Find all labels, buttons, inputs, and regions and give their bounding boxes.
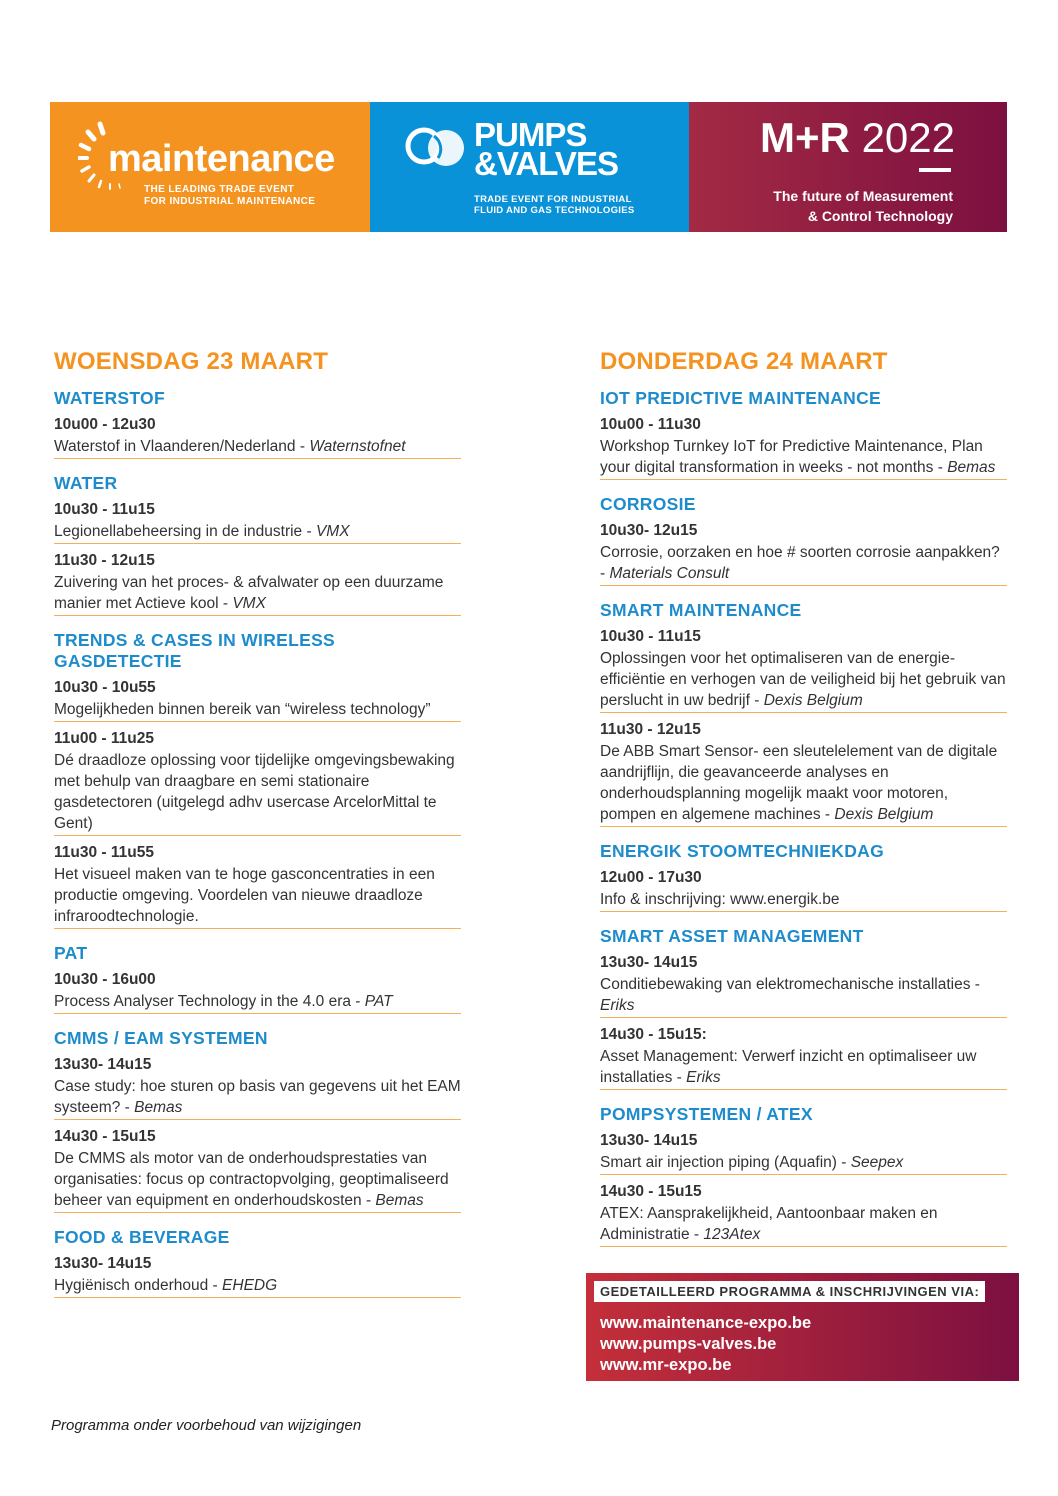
disclaimer-text: Programma onder voorbehoud van wijzigingen [51,1417,362,1434]
program-category [54,473,461,616]
session-description [600,889,1007,910]
pumps-tagline-line1: TRADE EVENT FOR INDUSTRIAL [474,194,632,205]
session-item [54,1253,461,1298]
mr-logo-panel [689,102,1007,232]
session-text: Zuivering van het proces- & afvalwater op een duurzame manier met Actieve kool - [54,574,444,612]
session-description [54,750,461,834]
session-text: Hygiënisch onderhoud - [54,1277,223,1294]
program-category [600,388,1007,480]
session-text: Dé draadloze oplossing voor tijdelijke omgevingsbewaking met behulp van draagbare en semi stationaire gasdetectoren (uitgelegd adhv usercase ArcelorMittal te Gent) [54,752,455,832]
maintenance-logo-text: maintenance [108,138,335,180]
category-title: ENERGIK STOOMTECHNIEKDAG [600,841,884,861]
day-heading: DONDERDAG 24 MAART [600,348,888,375]
program-category [54,1028,461,1213]
session-organizer: Bemas [947,459,996,476]
session-item [600,1130,1007,1175]
session-text: De ABB Smart Sensor- een sleutelelement van de digitale aandrijflijn, die geavanceerde analyses en onderhoudsplanning mogelijk maakt voor motoren, pompen en algemene machines - [600,743,998,823]
program-category [54,388,461,459]
session-organizer: Bemas [134,1099,183,1116]
session-text: De CMMS als motor van de onderhoudsprestaties van organisaties: focus op contractopvolging, geoptimaliseerd beheer van equipment en onderhoudskosten - [54,1150,449,1209]
session-item [600,1181,1007,1247]
session-time: 10u30 - 11u15 [600,628,701,645]
maintenance-tagline-line1: THE LEADING TRADE EVENT [144,184,295,195]
day-heading: WOENSDAG 23 MAART [54,348,329,375]
category-title: CMMS / EAM SYSTEMEN [54,1028,268,1048]
session-time: 10u00 - 11u30 [600,416,701,433]
mr-tagline [773,186,953,226]
session-text: Legionellabeheersing in de industrie - [54,523,316,540]
session-organizer: VMX [315,523,350,540]
session-time: 10u30 - 10u55 [54,679,156,696]
session-item [54,969,461,1014]
link-pumps-valves[interactable]: www.pumps-valves.be [600,1335,777,1353]
session-description [54,1275,461,1296]
session-organizer: Seepex [850,1154,904,1171]
category-list [54,388,461,1298]
category-title: WATERSTOF [54,388,165,408]
program-category [600,926,1007,1090]
session-time: 11u30 - 11u55 [54,844,154,861]
session-item [54,1054,461,1120]
session-time: 14u30 - 15u15 [54,1128,156,1145]
session-description [600,436,1007,478]
session-description [600,1152,1007,1173]
category-title: PAT [54,943,88,963]
session-organizer: PAT [364,993,393,1010]
session-item [600,520,1007,586]
session-item [600,626,1007,713]
session-organizer: Dexis Belgium [763,692,863,709]
session-item [600,1024,1007,1090]
program-category [54,943,461,1014]
session-description [54,572,461,614]
pumps-title-line1: PUMPS [474,116,587,153]
category-title: IOT PREDICTIVE MAINTENANCE [600,388,882,408]
session-time: 10u00 - 12u30 [54,416,156,433]
category-title: SMART ASSET MANAGEMENT [600,926,864,946]
session-text: Case study: hoe sturen op basis van gegevens uit het EAM systeem? - [54,1078,461,1116]
category-title: WATER [54,473,118,493]
session-time: 14u30 - 15u15 [600,1183,702,1200]
program-category [600,494,1007,586]
program-category [600,1104,1007,1247]
session-item [600,952,1007,1018]
overlapping-circles-icon [404,122,470,170]
header-banner [50,102,1007,232]
maintenance-logo-panel [50,102,370,232]
pumps-title-line2: &VALVES [474,145,618,182]
maintenance-tagline-line2: FOR INDUSTRIAL MAINTENANCE [144,196,316,207]
session-description [54,1148,461,1211]
wednesday-column [54,348,461,1312]
session-organizer: Materials Consult [609,565,730,582]
session-text: Asset Management: Verwerf inzicht en optimaliseer uw installaties - [600,1048,977,1086]
session-text: Conditiebewaking van elektromechanische installaties - [600,976,980,993]
maintenance-tagline [144,184,315,208]
category-title: FOOD & BEVERAGE [54,1227,230,1247]
session-time: 13u30- 14u15 [54,1056,152,1073]
session-time: 10u30 - 16u00 [54,971,156,988]
session-item [54,728,461,836]
session-time: 13u30- 14u15 [600,954,698,971]
session-description [54,699,461,720]
mr-year: 2022 [861,114,955,161]
session-organizer: EHEDG [222,1277,278,1294]
session-organizer: Eriks [600,997,635,1014]
session-description [600,1203,1007,1245]
session-item [54,550,461,616]
session-text: Process Analyser Technology in the 4.0 era - [54,993,365,1010]
category-title: POMPSYSTEMEN / ATEX [600,1104,813,1124]
thursday-column [600,348,1007,1261]
session-description [54,521,461,542]
link-maintenance-expo[interactable]: www.maintenance-expo.be [600,1314,812,1332]
mr-divider [919,168,951,172]
session-time: 10u30- 12u15 [600,522,698,539]
session-description [600,542,1007,584]
session-time: 14u30 - 15u15: [600,1026,707,1043]
category-list [600,388,1007,1247]
category-title: CORROSIE [600,494,696,514]
session-text: Het visueel maken van te hoge gasconcentraties in een productie omgeving. Voordelen van nieuwe draadloze infraroodtechnologie. [54,866,435,925]
session-text: ATEX: Aansprakelijkheid, Aantoonbaar maken en Administratie - [600,1205,938,1243]
mr-logo-title [760,114,955,162]
session-description [600,741,1007,825]
session-organizer: 123Atex [703,1226,761,1243]
registration-box [586,1273,1019,1381]
session-description [600,974,1007,1016]
session-organizer: Waternstofnet [309,438,406,455]
session-time: 11u30 - 12u15 [600,721,701,738]
session-item [54,414,461,459]
session-description [54,436,461,457]
session-item [54,1126,461,1213]
session-item [54,842,461,929]
program-category [54,1227,461,1298]
program-category [600,841,1007,912]
session-text: Smart air injection piping (Aquafin) - [600,1154,851,1171]
mr-brand: M+R [760,114,850,161]
session-item [54,677,461,722]
session-text: Info & inschrijving: www.energik.be [600,891,840,908]
session-organizer: Eriks [686,1069,721,1086]
program-category [600,600,1007,827]
pumps-valves-tagline [474,194,635,216]
pumps-tagline-line2: FLUID AND GAS TECHNOLOGIES [474,205,635,216]
category-title: SMART MAINTENANCE [600,600,802,620]
session-text: Workshop Turnkey IoT for Predictive Maintenance, Plan your digital transformation in weeks - not months - [600,438,983,476]
session-time: 11u30 - 12u15 [54,552,155,569]
session-item [600,719,1007,827]
session-time: 13u30- 14u15 [600,1132,698,1149]
session-description [54,864,461,927]
session-description [54,1076,461,1118]
session-text: Mogelijkheden binnen bereik van “wireless technology” [54,701,431,718]
pumps-valves-logo-panel [370,102,689,232]
session-time: 12u00 - 17u30 [600,869,702,886]
category-title: TRENDS & CASES IN WIRELESS GASDETECTIE [54,630,336,671]
pumps-valves-title [474,116,618,182]
session-text: Corrosie, oorzaken en hoe # soorten corrosie aanpakken? - [600,544,1000,582]
session-time: 10u30 - 11u15 [54,501,155,518]
session-item [600,867,1007,912]
session-text: Waterstof in Vlaanderen/Nederland - [54,438,310,455]
session-text: Oplossingen voor het optimaliseren van de energie-efficiëntie en verhogen van de veiligheid bij het gebruik van perslucht in uw bedrijf - [600,650,1006,709]
session-organizer: Bemas [375,1192,424,1209]
session-item [600,414,1007,480]
session-time: 11u00 - 11u25 [54,730,154,747]
program-category [54,630,461,929]
session-time: 13u30- 14u15 [54,1255,152,1272]
registration-links [600,1313,811,1376]
registration-label: GEDETAILLEERD PROGRAMMA & INSCHRIJVINGEN VIA: [594,1281,985,1302]
link-mr-expo[interactable]: www.mr-expo.be [600,1356,732,1374]
session-description [600,648,1007,711]
mr-tagline-line2: & Control Technology [807,208,953,224]
session-organizer: Dexis Belgium [834,806,934,823]
mr-tagline-line1: The future of Measurement [773,188,953,204]
session-description [600,1046,1007,1088]
session-organizer: VMX [232,595,266,612]
session-description [54,991,461,1012]
session-item [54,499,461,544]
